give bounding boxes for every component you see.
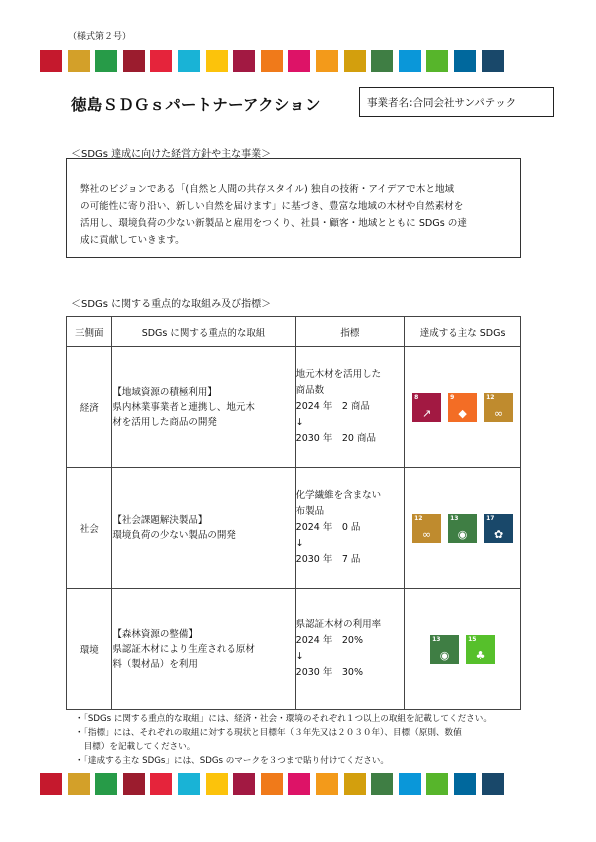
chart-up-icon bbox=[412, 393, 441, 422]
color-square bbox=[316, 50, 338, 72]
policy-line: 弊社のビジョンである「(自然と人間の共存スタイル) 独自の技術・アイデアで木と地域 bbox=[80, 184, 455, 195]
indicator-line: 2030 年 20 商品 bbox=[295, 433, 376, 444]
color-square bbox=[371, 50, 393, 72]
color-square bbox=[399, 773, 421, 795]
color-square bbox=[371, 773, 393, 795]
indicator-line: 化学繊維を含まない bbox=[295, 490, 382, 501]
note-line: ・「指標」には、それぞれの取組に対する現状と目標年（３年先又は２０３０年）、目標（原則、数値 bbox=[75, 728, 462, 738]
indicator-line: 県認証木材の利用率 bbox=[295, 619, 382, 630]
action-cell bbox=[112, 347, 295, 468]
sdg-goal-number: 13 bbox=[432, 635, 441, 643]
sdg-glyph: ◉ bbox=[439, 648, 450, 662]
table-header-row bbox=[67, 317, 521, 347]
table-row-economy bbox=[67, 347, 521, 468]
color-square bbox=[40, 50, 62, 72]
color-square bbox=[68, 773, 90, 795]
sdg-glyph: ◉ bbox=[457, 527, 468, 541]
sdg-glyph: ◆ bbox=[458, 406, 467, 420]
notes bbox=[75, 712, 492, 768]
color-square bbox=[482, 773, 504, 795]
sdgs-cell bbox=[405, 468, 521, 589]
color-square bbox=[95, 773, 117, 795]
color-square bbox=[123, 773, 145, 795]
sdg-goal-number: 9 bbox=[450, 393, 455, 401]
company-name-box bbox=[359, 87, 554, 117]
color-square bbox=[344, 773, 366, 795]
action-title: 【社会課題解決製品】 bbox=[112, 515, 208, 526]
header-sdgs: 達成する主な SDGs bbox=[405, 317, 521, 347]
sdg-glyph: ↗ bbox=[421, 406, 432, 420]
color-square bbox=[206, 773, 228, 795]
color-square bbox=[233, 773, 255, 795]
company-name: 事業者名:合同会社サンパテック bbox=[367, 97, 517, 109]
indicator-line: 商品数 bbox=[295, 385, 325, 396]
sdg-goal-number: 12 bbox=[486, 393, 495, 401]
table-row-society bbox=[67, 468, 521, 589]
page-title: 徳島ＳＤＧｓパートナーアクション bbox=[71, 96, 321, 114]
header-aspect: 三側面 bbox=[67, 317, 112, 347]
color-strip-bottom bbox=[40, 773, 509, 795]
action-cell bbox=[112, 468, 295, 589]
color-square bbox=[288, 773, 310, 795]
color-square bbox=[123, 50, 145, 72]
action-cell bbox=[112, 589, 295, 710]
color-square bbox=[40, 773, 62, 795]
indicator-cell bbox=[295, 347, 405, 468]
sdgs-cell bbox=[405, 589, 521, 710]
indicator-cell bbox=[295, 589, 405, 710]
color-square bbox=[233, 50, 255, 72]
sdg-goal-number: 17 bbox=[486, 514, 495, 522]
sdg-glyph: ✿ bbox=[493, 527, 504, 541]
color-square bbox=[288, 50, 310, 72]
color-square bbox=[426, 50, 448, 72]
color-square bbox=[206, 50, 228, 72]
note-line: ・「達成する主な SDGs」には、SDGs のマークを３つまで貼り付けてください。 bbox=[75, 756, 389, 766]
policy-line: 成に貢献していきます。 bbox=[80, 235, 185, 246]
sdg-goal-number: 15 bbox=[468, 635, 477, 643]
color-square bbox=[344, 50, 366, 72]
header-action: SDGs に関する重点的な取組 bbox=[112, 317, 295, 347]
tree-icon bbox=[466, 635, 495, 664]
flower-icon bbox=[484, 514, 513, 543]
indicator-line: ↓ bbox=[295, 538, 304, 549]
eye-globe-icon bbox=[430, 635, 459, 664]
color-square bbox=[150, 773, 172, 795]
form-number: （様式第２号） bbox=[68, 32, 132, 42]
section-heading-actions: ＜SDGs に関する重点的な取組み及び指標＞ bbox=[71, 299, 272, 310]
indicator-cell bbox=[295, 468, 405, 589]
eye-globe-icon bbox=[448, 514, 477, 543]
action-line: 環境負荷の少ない製品の開発 bbox=[112, 530, 236, 541]
section-heading-policy: ＜SDGs 達成に向けた経営方針や主な事業＞ bbox=[71, 149, 272, 160]
action-line: 料（製材品）を利用 bbox=[112, 658, 198, 670]
color-square bbox=[261, 50, 283, 72]
sdg-goal-number: 12 bbox=[414, 514, 423, 522]
color-square bbox=[482, 50, 504, 72]
color-square bbox=[454, 773, 476, 795]
cubes-icon bbox=[448, 393, 477, 422]
aspect-cell: 社会 bbox=[67, 468, 112, 589]
table-row-environment bbox=[67, 589, 521, 710]
action-line: 材を活用した商品の開発 bbox=[112, 416, 217, 428]
indicator-line: 2030 年 30% bbox=[295, 667, 363, 678]
color-square bbox=[95, 50, 117, 72]
indicator-line: 布製品 bbox=[295, 506, 325, 517]
indicator-line: 2024 年 20% bbox=[295, 635, 363, 646]
color-square bbox=[426, 773, 448, 795]
infinity-icon bbox=[484, 393, 513, 422]
policy-line: の可能性に寄り沿い、新しい自然を届けます」に基づき、豊富な地域の木材や自然素材を bbox=[80, 201, 464, 212]
sdg-glyph: ♣ bbox=[475, 648, 486, 662]
color-square bbox=[316, 773, 338, 795]
infinity-icon bbox=[412, 514, 441, 543]
color-square bbox=[178, 50, 200, 72]
sdg-glyph: ∞ bbox=[422, 527, 432, 541]
action-line: 県内林業事業者と連携し、地元木 bbox=[112, 401, 255, 413]
sdg-goal-number: 13 bbox=[450, 514, 459, 522]
action-title: 【地域資源の積極利用】 bbox=[112, 386, 217, 398]
policy-line: 活用し、環境負荷の少ない新製品と雇用をつくり、社員・顧客・地域とともに SDGs の達 bbox=[80, 218, 467, 229]
sdg-goal-number: 8 bbox=[414, 393, 419, 401]
color-square bbox=[150, 50, 172, 72]
actions-table bbox=[66, 316, 521, 710]
header-indicator: 指標 bbox=[295, 317, 405, 347]
policy-text-box bbox=[66, 158, 521, 258]
note-line: 目標）を記載してください。 bbox=[75, 742, 196, 752]
action-title: 【森林資源の整備】 bbox=[112, 628, 198, 640]
color-square bbox=[178, 773, 200, 795]
sdgs-cell bbox=[405, 347, 521, 468]
aspect-cell: 環境 bbox=[67, 589, 112, 710]
color-square bbox=[68, 50, 90, 72]
sdg-glyph: ∞ bbox=[494, 406, 504, 420]
color-square bbox=[261, 773, 283, 795]
color-square bbox=[454, 50, 476, 72]
indicator-line: 2024 年 0 品 bbox=[295, 522, 361, 533]
indicator-line: 2024 年 2 商品 bbox=[295, 401, 370, 412]
note-line: ・「SDGs に関する重点的な取組」には、経済・社会・環境のそれぞれ１つ以上の取組を記載してください。 bbox=[75, 714, 492, 724]
color-square bbox=[399, 50, 421, 72]
aspect-cell: 経済 bbox=[67, 347, 112, 468]
indicator-line: ↓ bbox=[295, 417, 304, 428]
indicator-line: ↓ bbox=[295, 651, 304, 662]
color-strip-top bbox=[40, 50, 509, 72]
indicator-line: 地元木材を活用した bbox=[295, 369, 382, 380]
indicator-line: 2030 年 7 品 bbox=[295, 554, 361, 565]
action-line: 県認証木材により生産される原材 bbox=[112, 643, 255, 655]
